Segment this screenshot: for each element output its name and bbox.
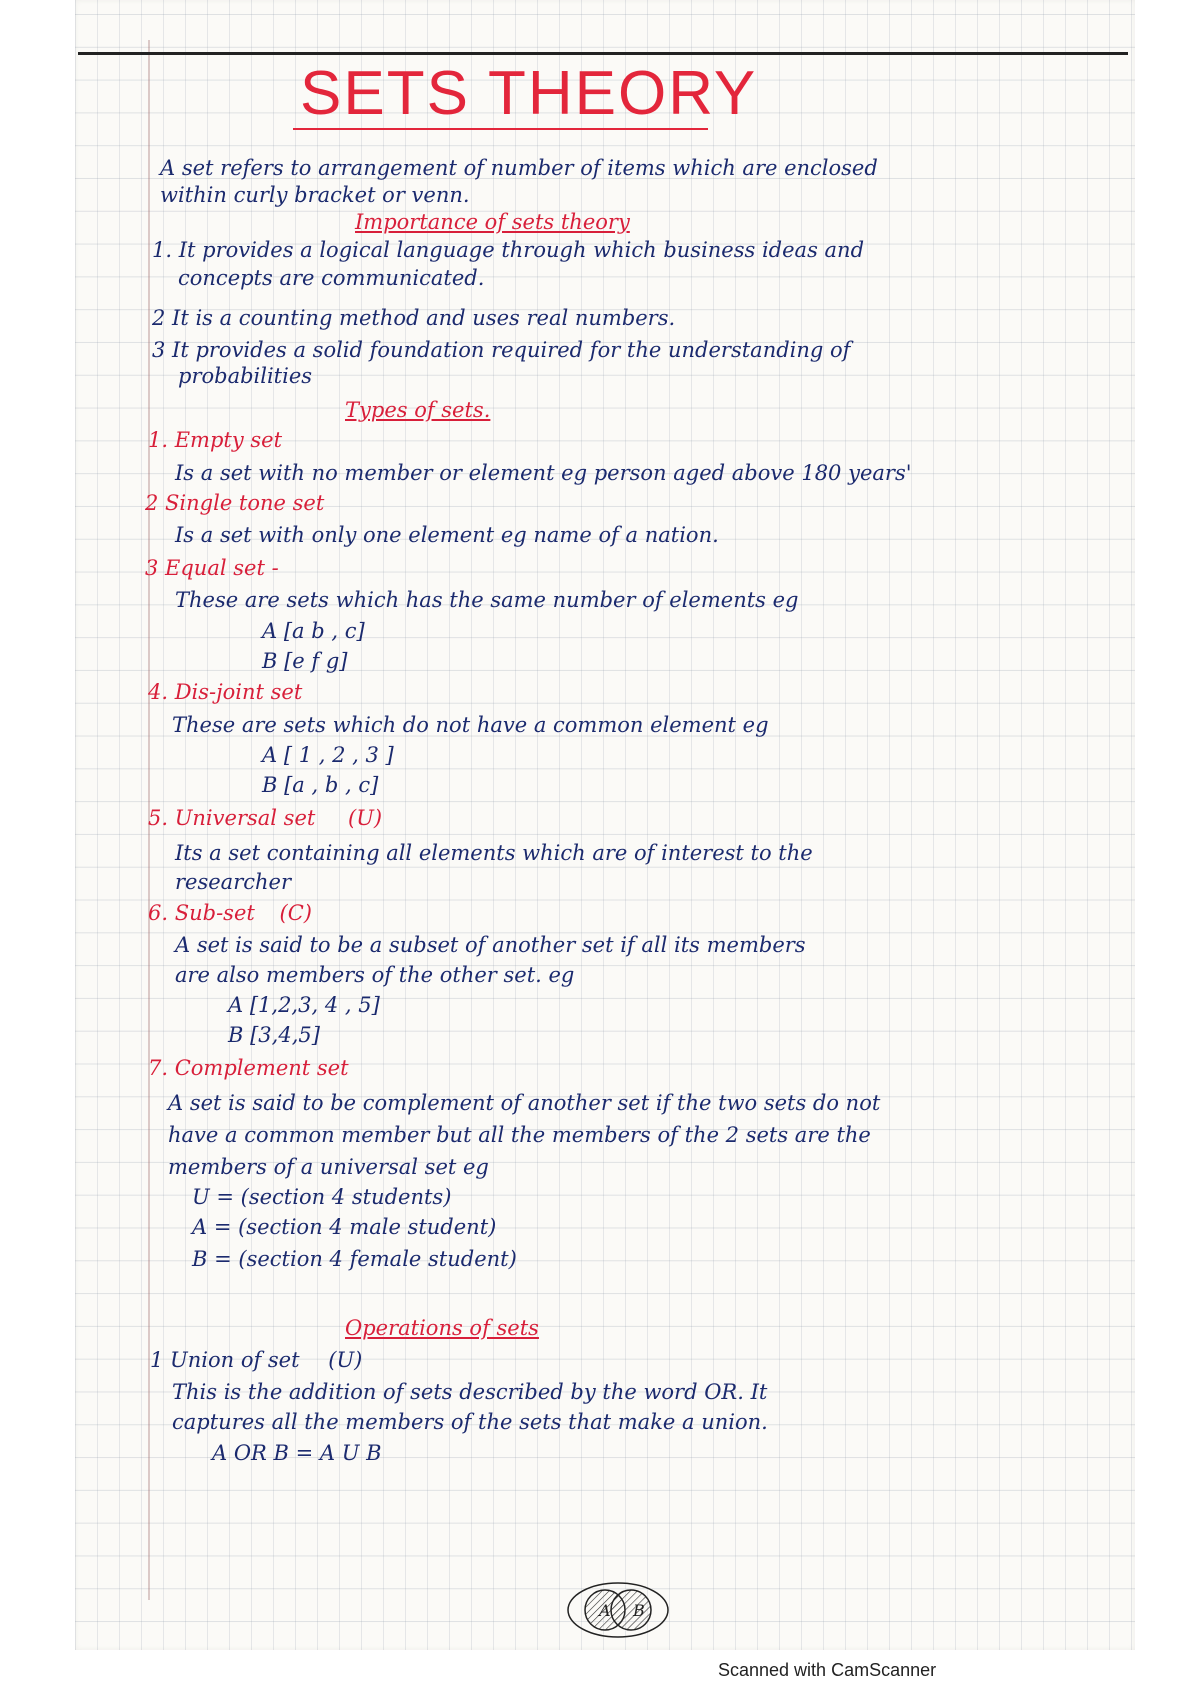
set-notation: B [a , b , c]: [262, 773, 379, 797]
set-notation: U = (section 4 students): [192, 1185, 452, 1209]
intro-line-2: within curly bracket or venn.: [160, 183, 470, 207]
importance-line: concepts are communicated.: [178, 266, 485, 290]
type-title-equal: 3 Equal set -: [145, 556, 279, 580]
scanner-footer: Scanned with CamScanner: [718, 1660, 937, 1680]
operation-body: captures all the members of the sets that make a union.: [172, 1410, 768, 1434]
importance-line: 1. It provides a logical language through which business ideas and: [152, 238, 865, 262]
operations-heading: Operations of sets: [345, 1316, 539, 1340]
page-title: SETS THEORY: [300, 59, 758, 128]
set-notation: A [a b , c]: [262, 619, 365, 643]
type-body: Is a set with no member or element eg person aged above 180 years': [175, 461, 912, 485]
venn-circle-b: [611, 1590, 651, 1630]
venn-label-a: A: [599, 1601, 611, 1620]
type-title-text: 5. Universal set: [148, 806, 316, 830]
type-body: These are sets which has the same number of elements eg: [175, 588, 799, 612]
set-notation: A OR B = A U B: [212, 1441, 382, 1465]
union-symbol: (U): [328, 1348, 363, 1372]
importance-heading: Importance of sets theory: [355, 210, 630, 234]
subset-symbol: (C): [279, 901, 312, 925]
type-body: Its a set containing all elements which are of interest to the: [175, 841, 813, 865]
type-body: members of a universal set eg: [168, 1155, 489, 1179]
importance-line: probabilities: [178, 364, 313, 388]
operation-body: This is the addition of sets described by the word OR. It: [172, 1380, 768, 1404]
set-notation: A [1,2,3, 4 , 5]: [228, 993, 380, 1017]
universal-symbol: (U): [348, 806, 383, 830]
importance-line: 3 It provides a solid foundation required for the understanding of: [152, 338, 851, 362]
operation-title-union: [150, 1350, 362, 1371]
set-notation: B [3,4,5]: [228, 1023, 320, 1047]
type-title-universal: [148, 808, 382, 829]
set-notation: B [e f g]: [262, 649, 348, 673]
type-title-text: 6. Sub-set: [148, 901, 255, 925]
intro-line-1: A set refers to arrangement of number of items which are enclosed: [160, 156, 878, 180]
venn-label-b: B: [633, 1601, 645, 1620]
type-body: researcher: [175, 870, 291, 894]
venn-diagram: [563, 1580, 673, 1640]
type-body: A set is said to be a subset of another set if all its members: [175, 933, 806, 957]
set-notation: A = (section 4 male student): [192, 1215, 497, 1239]
set-notation: B = (section 4 female student): [192, 1247, 517, 1271]
importance-line: 2 It is a counting method and uses real numbers.: [152, 306, 676, 330]
type-body: are also members of the other set. eg: [175, 963, 575, 987]
top-rule: [78, 52, 1128, 55]
types-heading: Types of sets.: [345, 398, 491, 422]
type-body: Is a set with only one element eg name of a nation.: [175, 523, 719, 547]
type-body: These are sets which do not have a common element eg: [172, 713, 769, 737]
title-underline: [293, 128, 708, 130]
type-title-subset: [148, 903, 312, 924]
type-title-complement: 7. Complement set: [148, 1056, 349, 1080]
type-body: have a common member but all the members of the 2 sets are the: [168, 1123, 871, 1147]
set-notation: A [ 1 , 2 , 3 ]: [262, 743, 394, 767]
type-body: A set is said to be complement of another set if the two sets do not: [168, 1091, 881, 1115]
type-title-disjoint: 4. Dis-joint set: [148, 680, 303, 704]
operation-title-text: 1 Union of set: [150, 1348, 300, 1372]
type-title-empty: 1. Empty set: [148, 428, 283, 452]
type-title-singleton: 2 Single tone set: [145, 491, 325, 515]
